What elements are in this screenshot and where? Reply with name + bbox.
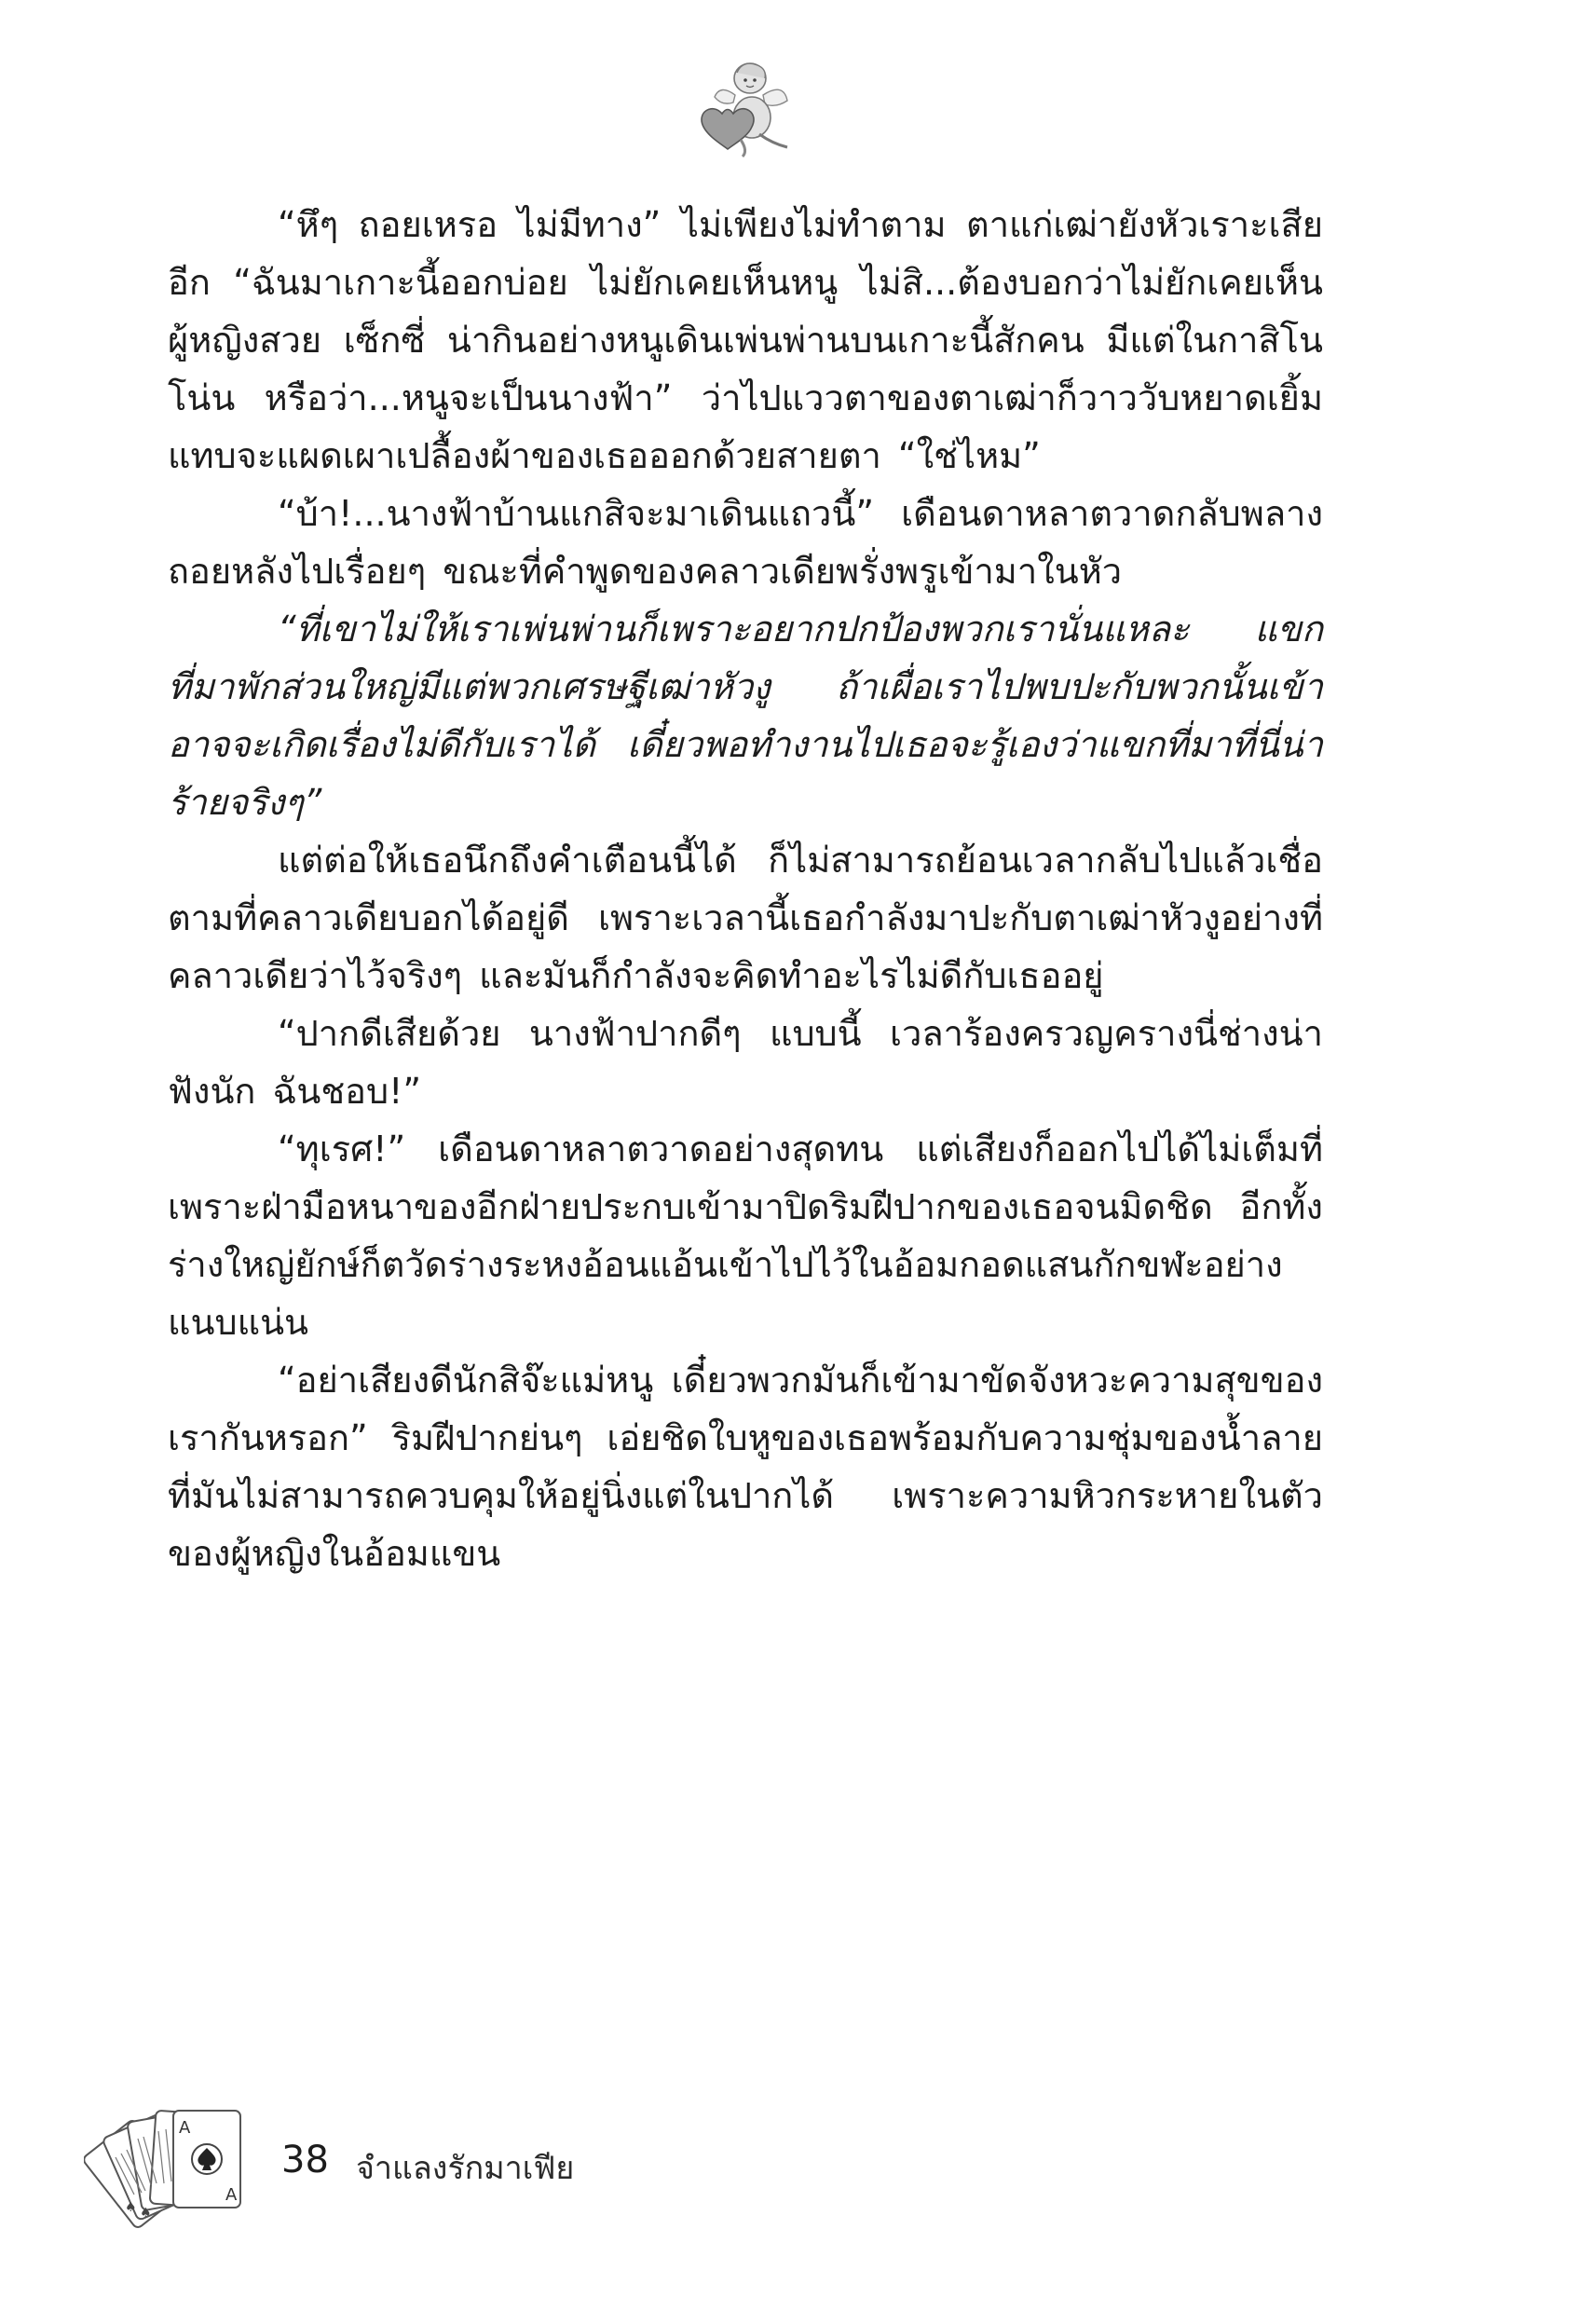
page-footer: [84, 2101, 922, 2232]
svg-text:A: A: [225, 2185, 238, 2205]
paragraph: “บ้า!...นางฟ้าบ้านแกสิจะมาเดินแถวนี้” เดือนดาหลาตวาดกลับพลางถอยหลังไปเรื่อยๆ ขณะที่คำพูดของคลาวเดียพรั่งพรูเข้ามาในหัว: [168, 493, 1323, 592]
svg-text:♠: ♠: [140, 2206, 152, 2221]
playing-cards-icon: [84, 2101, 280, 2232]
paragraph: “ทุเรศ!” เดือนดาหลาตวาดอย่างสุดทน แต่เสียงก็ออกไปได้ไม่เต็มที่ เพราะฝ่ามือหนาของอีกฝ่ายประกบเข้ามาปิดริมฝีปากของเธอจนมิดชิด อีกทั้งร่างใหญ่ยักษ์ก็ตวัดร่างระหงอ้อนแอ้นเข้าไปไว้ในอ้อมกอดแสนกักขฬะอย่างแนบแน่น: [168, 1128, 1323, 1343]
paragraph: “ปากดีเสียด้วย นางฟ้าปากดีๆ แบบนี้ เวลาร้องครวญครางนี่ช่างน่าฟังนัก ฉันชอบ!”: [168, 1013, 1323, 1112]
book-title: จำแลงรักมาเฟีย: [356, 2150, 575, 2187]
paragraph: “อย่าเสียงดีนักสิจ๊ะแม่หนู เดี๋ยวพวกมันก็เข้ามาขัดจังหวะความสุขของเรากันหรอก” ริมฝีปากย่นๆ เอ่ยชิดใบหูของเธอพร้อมกับความชุ่มของน้ำลายที่มันไม่สามารถควบคุมให้อยู่นิ่งแต่ในปากได้ เพราะความหิวกระหายในตัวของผู้หญิงในอ้อมแขน: [168, 1360, 1323, 1574]
story-body: [168, 196, 1323, 1582]
page-number: 38: [281, 2139, 329, 2181]
svg-text:♠: ♠: [125, 2200, 137, 2215]
svg-text:A: A: [179, 2118, 191, 2138]
paragraph-italic-quote: “ที่เขาไม่ให้เราเพ่นพ่านก็เพราะอยากปกป้องพวกเรานั่นแหละ แขกที่มาพักส่วนใหญ่มีแต่พวกเศรษฐีเฒ่าหัวงู ถ้าเผื่อเราไปพบปะกับพวกนั้นเข้า อาจจะเกิดเรื่องไม่ดีกับเราได้ เดี๋ยวพอทำงานไปเธอจะรู้เองว่าแขกที่มาที่นี่น่าร้ายจริงๆ”: [168, 609, 1323, 823]
paragraph: แต่ต่อให้เธอนึกถึงคำเตือนนี้ได้ ก็ไม่สามารถย้อนเวลากลับไปแล้วเชื่อตามที่คลาวเดียบอกได้อยู่ดี เพราะเวลานี้เธอกำลังมาปะกับตาเฒ่าหัวงูอย่างที่คลาวเดียว่าไว้จริงๆ และมันก็กำลังจะคิดทำอะไรไม่ดีกับเธออยู่: [168, 840, 1323, 996]
paragraph: “หึๆ ถอยเหรอ ไม่มีทาง” ไม่เพียงไม่ทำตาม ตาแก่เฒ่ายังหัวเราะเสียอีก “ฉันมาเกาะนี้ออกบ่อย ไม่ยักเคยเห็นหนู ไม่สิ...ต้องบอกว่าไม่ยักเคยเห็นผู้หญิงสวย เซ็กซี่ น่ากินอย่างหนูเดินเพ่นพ่านบนเกาะนี้สักคน มีแต่ในกาสิโนโน่น หรือว่า...หนูจะเป็นนางฟ้า” ว่าไปแววตาของตาเฒ่าก็วาววับหยาดเยิ้มแทบจะแผดเผาเปลื้องผ้าของเธอออกด้วยสายตา “ใช่ไหม”: [168, 204, 1323, 476]
cupid-heart-icon: [694, 56, 797, 158]
